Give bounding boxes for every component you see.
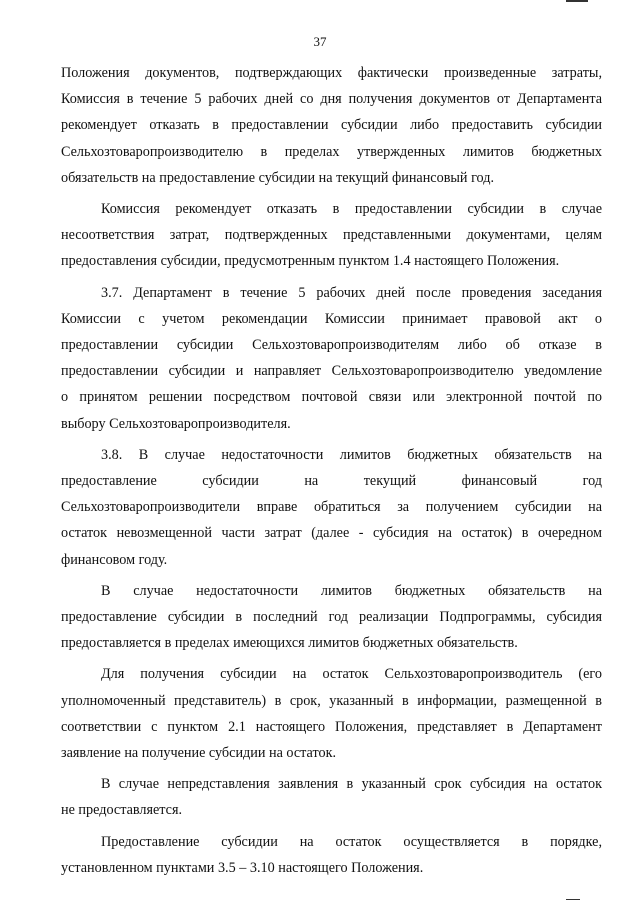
- paragraph: [61, 578, 602, 657]
- text-line: предоставлении субсидии Сельхозтоваропроизводителям либо об отказе в: [61, 337, 602, 354]
- text-line: соответствии с пунктом 2.1 настоящего Положения, представляет в Департамент: [61, 718, 602, 735]
- text-line: установленном пунктами 3.5 – 3.10 настоящего Положения.: [61, 859, 424, 876]
- scan-mark-top-right: [566, 0, 588, 2]
- text-line: выбору Сельхозтоваропроизводителя.: [61, 415, 291, 432]
- text-line: заявление на получение субсидии на остаток.: [61, 745, 337, 762]
- text-line: рекомендует отказать в предоставлении субсидии либо предоставить субсидии: [61, 117, 602, 134]
- text-line: Комиссия в течение 5 рабочих дней со дня получения документов от Департамента: [61, 91, 602, 108]
- paragraph: [61, 280, 602, 437]
- text-line: обязательств на предоставление субсидии на текущий финансовый год.: [61, 169, 494, 186]
- text-line: Сельхозтоваропроизводителю в пределах утвержденных лимитов бюджетных: [61, 143, 602, 160]
- text-line: Для получения субсидии на остаток Сельхозтоваропроизводитель (его: [101, 666, 602, 683]
- text-line: предоставлении субсидии и направляет Сельхозтоваропроизводителю уведомление: [61, 363, 602, 380]
- text-line: не предоставляется.: [61, 802, 183, 819]
- text-line: остаток невозмещенной части затрат (далее - субсидия на остаток) в очередном: [61, 525, 602, 542]
- document-body: [61, 60, 602, 881]
- text-line: предоставление субсидии на текущий финансовый год: [61, 473, 602, 490]
- scan-mark-bottom-right: [566, 899, 580, 900]
- text-line: 3.8. В случае недостаточности лимитов бюджетных обязательств на: [101, 446, 602, 463]
- text-line: Комиссии с учетом рекомендации Комиссии принимает правовой акт о: [61, 310, 602, 327]
- paragraph: [61, 661, 602, 766]
- text-line: предоставления субсидии, предусмотренным пунктом 1.4 настоящего Положения.: [61, 253, 560, 270]
- text-line: предоставляется в пределах имеющихся лимитов бюджетных обязательств.: [61, 635, 518, 652]
- text-line: несоответствия затрат, подтвержденных представленными документами, целям: [61, 227, 602, 244]
- paragraph: [61, 60, 602, 191]
- text-line: о принятом решении посредством почтовой связи или электронной почтой по: [61, 389, 602, 406]
- text-line: Сельхозтоваропроизводители вправе обратиться за получением субсидии на: [61, 499, 602, 516]
- text-line: предоставление субсидии в последний год реализации Подпрограммы, субсидия: [61, 609, 602, 626]
- text-line: уполномоченный представитель) в срок, указанный в информации, размещенной в: [61, 692, 602, 709]
- paragraph: [61, 196, 602, 275]
- text-line: финансовом году.: [61, 551, 168, 568]
- text-line: В случае непредставления заявления в указанный срок субсидия на остаток: [101, 776, 602, 793]
- text-line: В случае недостаточности лимитов бюджетных обязательств на: [101, 582, 602, 599]
- text-line: 3.7. Департамент в течение 5 рабочих дней после проведения заседания: [101, 284, 602, 301]
- page-number: 37: [313, 34, 327, 49]
- paragraph: [61, 442, 602, 573]
- paragraph: [61, 829, 602, 881]
- text-line: Предоставление субсидии на остаток осуществляется в порядке,: [101, 833, 602, 850]
- text-line: Комиссия рекомендует отказать в предоставлении субсидии в случае: [101, 201, 602, 218]
- paragraph: [61, 771, 602, 823]
- text-line: Положения документов, подтверждающих фактически произведенные затраты,: [61, 65, 602, 81]
